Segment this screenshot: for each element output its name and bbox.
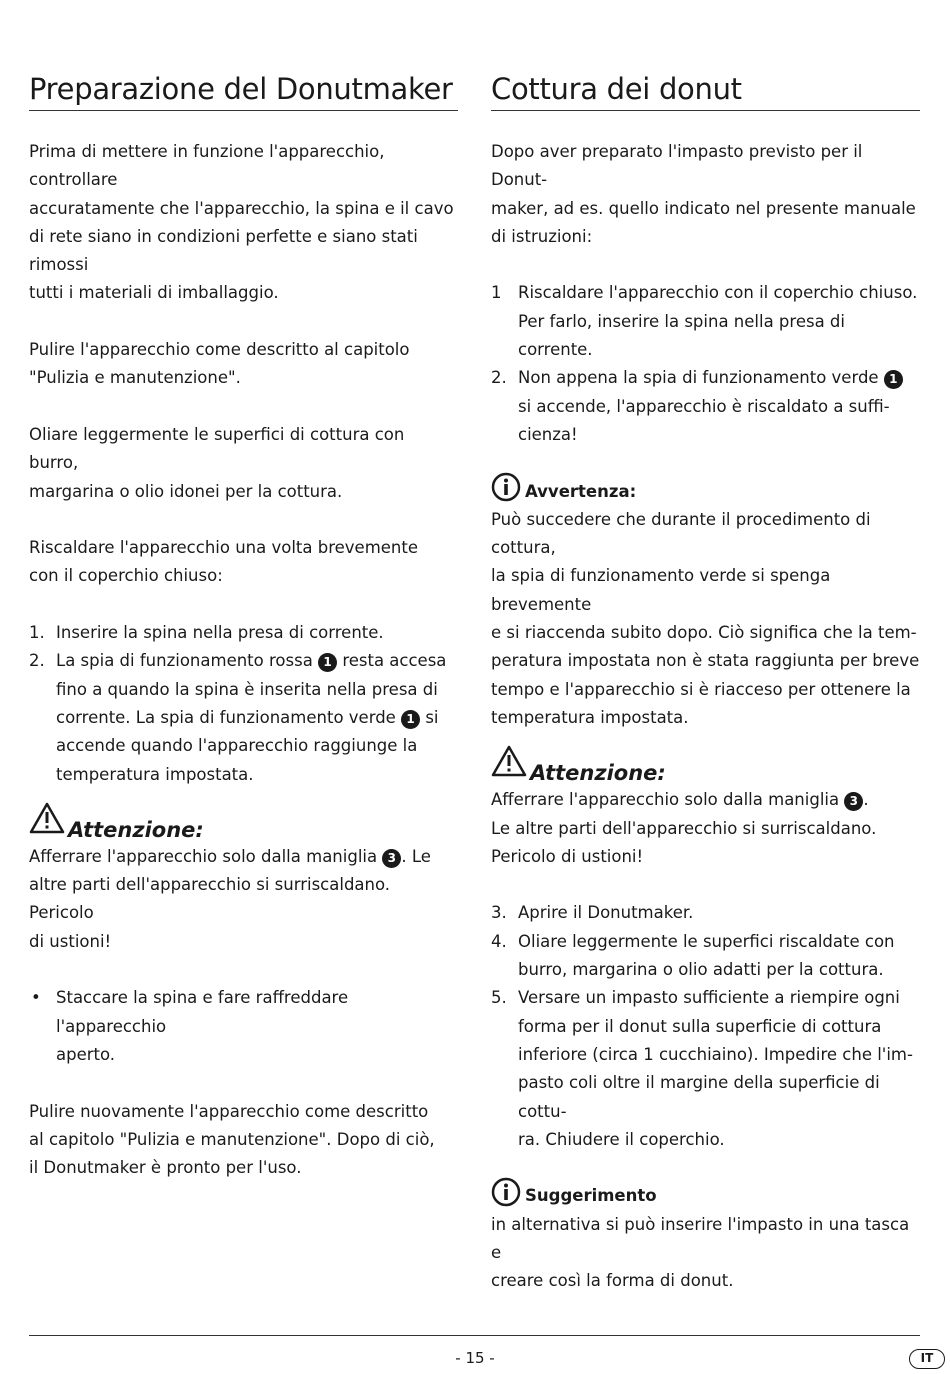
- preheat-steps-list: [29, 619, 458, 789]
- list-item: • Staccare la spina e fare raffreddare l'apparecchio aperto.: [31, 988, 349, 1064]
- final-paragraph: Pulire nuovamente l'apparecchio come descritto al capitolo "Pulizia e manutenzione". Dopo di ciò, il Donutmaker è pronto per l'uso.: [29, 1101, 435, 1178]
- language-badge: IT: [909, 1349, 945, 1369]
- left-column: [29, 70, 458, 1182]
- page-number: - 15 -: [455, 1349, 495, 1367]
- indicator-number-badge: 1: [401, 710, 420, 729]
- warning-title: Attenzione:: [530, 761, 666, 786]
- list-item: 1. Inserire la spina nella presa di corrente.: [29, 623, 384, 643]
- cleaning-paragraph: Pulire l'apparecchio come descritto al capitolo "Pulizia e manutenzione".: [29, 340, 410, 388]
- list-item: 1 Riscaldare l'apparecchio con il coperchio chiuso. Per farlo, inserire la spina nella presa di corrente.: [491, 283, 918, 360]
- warning-heading: [29, 809, 458, 843]
- warning-triangle-icon: [491, 745, 527, 786]
- list-item: 3. Aprire il Donutmaker.: [491, 903, 694, 923]
- preheat-paragraph: Riscaldare l'apparecchio una volta brevemente con il coperchio chiuso:: [29, 538, 419, 586]
- warning-text: Afferrare l'apparecchio solo dalla maniglia 3 . Le altre parti dell'apparecchio si surriscaldano. Pericolo di ustioni!: [491, 790, 877, 866]
- tip-text: in alternativa si può inserire l'impasto in una tasca e creare così la forma di donut.: [491, 1214, 910, 1291]
- intro-paragraph: Prima di mettere in funzione l'apparecchio, controllare accuratamente che l'apparecchio, la spina e il cavo di rete siano in condizioni perfette e siano stati rimossi tutti i materiali di imballaggio.: [29, 142, 454, 303]
- list-item: 2. Non appena la spia di funzionamento verde 1 si accende, l'apparecchio è riscaldato a suffi- cienza!: [491, 364, 920, 449]
- warning-text: Afferrare l'apparecchio solo dalla maniglia 3 . Le altre parti dell'apparecchio si surriscaldano. Pericolo di ustioni!: [29, 846, 431, 951]
- warning-heading: [491, 752, 920, 786]
- note-text: Può succedere che durante il procedimento di cottura, la spia di funzionamento verde si spenga brevemente e si riaccenda subito dopo. Ciò significa che la tem- peratura impostata non è stata raggiunta per breve tempo e l'apparecchio si è riacceso per ottenere la temperatura impostata.: [491, 509, 920, 727]
- baking-steps-list-b: [491, 899, 920, 1154]
- note-heading: [491, 478, 920, 506]
- warning-title: Attenzione:: [68, 817, 204, 842]
- bullet-list: [29, 984, 458, 1069]
- right-column: [491, 70, 920, 1296]
- footer-divider: [29, 1335, 920, 1336]
- oiling-paragraph: Oliare leggermente le superfici di cottura con burro, margarina o olio idonei per la cottura.: [29, 424, 405, 501]
- baking-steps-list-a: [491, 279, 920, 449]
- list-item: 5. Versare un impasto sufficiente a riempire ogni forma per il donut sulla superficie di cottura inferiore (circa 1 cucchiaino). Impedire che l'im- pasto coli oltre il margine della superficie di cottu- ra. Chiudere il coperchio.: [491, 988, 913, 1149]
- list-item: 2. La spia di funzionamento rossa 1 resta accesa fino a quando la spina è inserita nella presa di corrente. La spia di funzionamento verde 1 si accende quando l'apparecchio raggiunge la temperatura impostata.: [29, 651, 447, 784]
- section-title-preparation: Preparazione del Donutmaker: [29, 70, 458, 111]
- tip-heading: [491, 1182, 920, 1210]
- handle-number-badge: 3: [382, 849, 401, 868]
- warning-triangle-icon: [29, 802, 65, 843]
- section-title-baking: Cottura dei donut: [491, 70, 920, 111]
- indicator-number-badge: 1: [318, 653, 337, 672]
- indicator-number-badge: 1: [884, 370, 903, 389]
- note-title: Avvertenza:: [525, 481, 637, 501]
- tip-title: Suggerimento: [525, 1186, 657, 1206]
- intro-paragraph: Dopo aver preparato l'impasto previsto per il Donut- maker, ad es. quello indicato nel presente manuale di istruzioni:: [491, 142, 916, 246]
- list-item: 4. Oliare leggermente le superfici riscaldate con burro, margarina o olio adatti per la cottura.: [491, 931, 895, 980]
- handle-number-badge: 3: [844, 792, 863, 811]
